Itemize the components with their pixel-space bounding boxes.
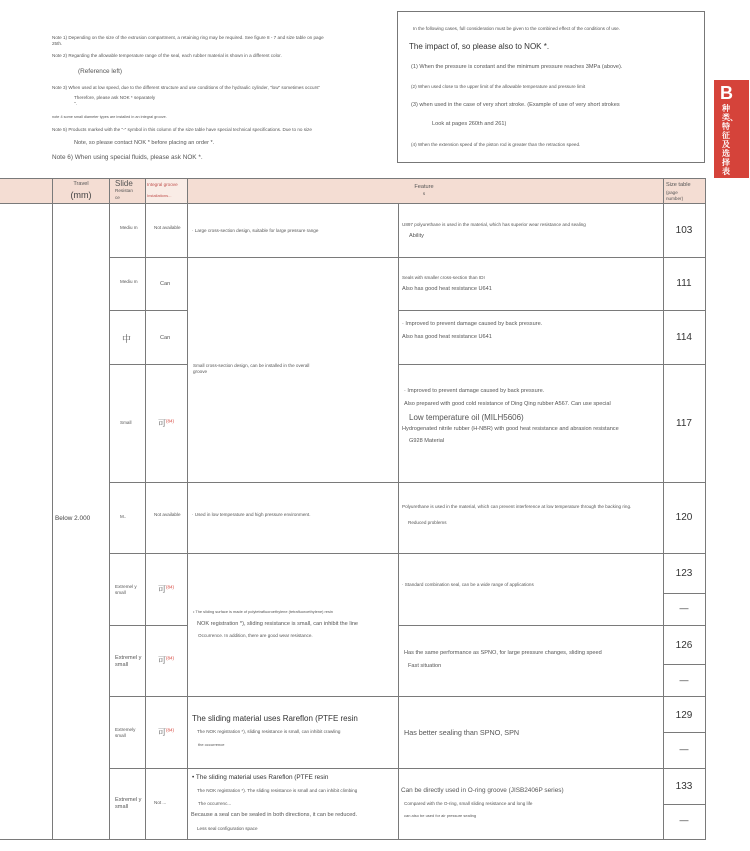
row6-resistance: Extremel y small (115, 584, 137, 595)
shared-design2-c: Occurrence. In addition, there are good wear resistance. (198, 633, 313, 638)
row-line (109, 696, 706, 697)
header-feature-2: s (422, 191, 426, 196)
row2-resistance: Mediu m (120, 279, 138, 284)
row9-page-dash: — (679, 815, 689, 825)
size-subline (663, 804, 706, 805)
row7-groove: 可$^{(84)}$ (158, 655, 175, 665)
row2-groove: Can (160, 281, 171, 287)
col-line-7 (705, 179, 706, 840)
row2-feature-b: Also has good heat resistance U641 (402, 286, 492, 292)
row-line (109, 310, 187, 311)
row8-groove: 可$^{(84)}$ (158, 727, 175, 737)
row7-page: 126 (675, 640, 693, 651)
row7-feature-a: Has the same performance as SPNO, for large pressure changes, sliding speed (404, 650, 602, 656)
row-line (398, 364, 706, 365)
header-groove-2: Installations... (147, 193, 172, 198)
row8-design: The sliding material uses Rareflon (PTFE resin (192, 714, 358, 723)
size-subline (663, 664, 706, 665)
row-line (109, 625, 187, 626)
row5-page: 120 (675, 512, 693, 523)
row1-feature-b: Ability (409, 233, 424, 239)
row4-feature-d: Hydrogenated nitrile rubber (H-NBR) with good heat resistance and abrasion resistance (402, 426, 619, 432)
row-line (109, 768, 706, 769)
col-line-3 (145, 179, 146, 840)
table-bottom-line (0, 839, 706, 840)
row-line (109, 482, 706, 483)
shared-design2-a: • The sliding surface is made of polytetrafluoroethylene (tetrafluoroethylene) resin (193, 609, 333, 614)
row3-resistance: 中 (122, 334, 132, 344)
row6-page: 123 (675, 568, 693, 579)
row4-feature-b: Also prepared with good cold resistance of Ding Qing rubber A567. Can use special (404, 401, 611, 407)
size-subline (663, 593, 706, 594)
col-line-4 (187, 179, 188, 840)
section-letter: B (720, 83, 733, 103)
row-line (109, 364, 187, 365)
col-line-2 (109, 179, 110, 840)
row2-page: 111 (676, 278, 692, 289)
row6-groove: 可$^{(84)}$ (158, 584, 175, 594)
note-5-cont: Note, so please contact NOK * before placing an order *. (74, 140, 215, 146)
row8-feature-a: Has better sealing than SPNO, SPN (404, 728, 520, 737)
caution-box (397, 11, 705, 163)
row7-page-dash: — (679, 675, 689, 685)
row9-feature-a: Can be directly used in O-ring groove (JISB2406P series) (401, 787, 564, 794)
row8-page-dash: — (679, 744, 689, 754)
row5-groove: Not available (154, 512, 181, 517)
note-6: Note 6) When using special fluids, please ask NOK *. (52, 154, 203, 161)
row9-design: • The sliding material uses Rareflon (PTFE resin (192, 774, 329, 781)
header-travel: Travel (73, 181, 89, 187)
row4-feature-a: · Improved to prevent damage caused by back pressure. (404, 388, 545, 394)
note-1: Note 1) Depending on the size of the extrusion compartment, a retaining ring may be required. See figure 8 - 7 and size table on page (52, 35, 324, 40)
note-5: Note 5) Products marked with the "-" symbol in this column of the size table have special technical specifications. Due to no size (52, 127, 312, 132)
row9-design-d: Because a seal can be sealed in both directions, it can be reduced. (191, 812, 358, 818)
row5-feature-a: Polyurethane is used in the material, which can prevent interference at low temperature through the backing ring. (402, 504, 632, 509)
header-feature: Feature (414, 184, 434, 190)
row5-resistance: M.. (120, 514, 127, 519)
row8-page: 129 (675, 710, 693, 721)
caution-item-3-cont: Look at pages 260th and 261) (432, 121, 507, 127)
caution-item-3: (3) when used in the case of very short stroke. (Example of use of very short strokes (411, 102, 620, 108)
row1-groove: Not available (154, 225, 181, 230)
note-2: Note 2) Regarding the allowable temperature range of the seal, each rubber material is shown in a different color. (52, 53, 282, 58)
row3-page: 114 (676, 332, 692, 343)
travel-value: Below 2.000 (55, 515, 91, 522)
row9-groove: Not ... (154, 800, 167, 805)
caution-heading: The impact of, so please also to NOK *. (409, 42, 550, 51)
header-slide-2: Resistan (115, 188, 133, 193)
shared-design: Small cross-section design, can be installed in the overall groove (193, 363, 310, 374)
header-bottom-line (0, 203, 706, 204)
header-travel-unit: (mm) (70, 190, 92, 200)
row5-design: · Used in low temperature and high pressure environment. (192, 512, 311, 517)
section-title: 种类、特征及选择表 (722, 104, 738, 176)
header-size: Size table (666, 182, 691, 188)
row9-feature-b: Compared with the O-ring, small sliding resistance and long life (404, 801, 533, 806)
caution-item-2: (2) When used close to the upper limit of the allowable temperature and pressure limit (411, 84, 586, 89)
section-tab (714, 80, 749, 178)
row7-feature-b: Fast situation (408, 663, 442, 669)
table-top-line (0, 178, 706, 179)
header-size-3: number) (666, 196, 684, 201)
row1-design: · Large cross-section design, suitable for large pressure range (192, 228, 319, 233)
row8-resistance: Extremely small (115, 727, 136, 738)
row7-resistance: Extremel y small (115, 655, 142, 668)
row3-feature-a: · Improved to prevent damage caused by back pressure. (402, 321, 543, 327)
row9-feature-c: can also be used for air pressure sealing (404, 813, 477, 818)
caution-item-1: (1) When the pressure is constant and the minimum pressure reaches 3MPa (above). (411, 64, 623, 70)
header-slide-3: ce (115, 195, 120, 200)
note-3-cont: Therefore, please ask NOK * separately (74, 95, 156, 100)
caution-intro: In the following cases, full consideration must be given to the combined effect of the conditions of use. (413, 26, 621, 31)
col-line-1 (52, 179, 53, 840)
row-line (109, 553, 706, 554)
row4-groove: 可$^{(84)}$ (158, 418, 175, 428)
caution-item-4: (4) When the extension speed of the piston rod is greater than the retraction speed. (411, 142, 581, 147)
note-1-cont: 25th. (52, 41, 63, 46)
row1-feature-a: U897 polyurethane is used in the material, which has superior wear resistance and sealing (402, 222, 586, 227)
row3-groove: Can (160, 335, 171, 341)
row3-feature-b: Also has good heat resistance U641 (402, 334, 492, 340)
size-subline (663, 732, 706, 733)
shared-design2-b: NOK registration *), sliding resistance is small, can inhibit the line (197, 621, 359, 627)
header-groove: Integral groove (147, 182, 178, 187)
row4-resistance: Small (120, 420, 132, 425)
row-line (398, 310, 706, 311)
note-4: note 4 some small diameter types are installed in an integral groove. (52, 115, 167, 119)
row4-feature-e: G928 Material (409, 438, 445, 444)
header-slide: Slide (115, 179, 133, 188)
col-line-5 (398, 203, 399, 840)
row9-page: 133 (675, 781, 693, 792)
row9-design-e: Less seal configuration space (197, 826, 258, 831)
row6-feature-a: · Standard combination seal, can be a wide range of applications (402, 582, 534, 587)
header-size-2: (page (666, 190, 678, 195)
row1-page: 103 (675, 225, 693, 236)
note-3-end: ". (74, 101, 77, 106)
note-2-ref: (Reference left) (78, 68, 123, 75)
note-3: Note 3) When used at low speed, due to the different structure and use conditions of the hydraulic cylinder, "low" sometimes occurs" (52, 85, 321, 90)
row8-design-c: the occurrence (198, 742, 225, 747)
row8-design-b: The NOK registration *), sliding resistance is small, can inhibit crawling (197, 729, 341, 734)
row1-resistance: Mediu m (120, 225, 138, 230)
row9-design-b: The NOK registration *). The sliding resistance is small and can inhibit climbing (197, 788, 358, 793)
row4-page: 117 (676, 418, 692, 429)
row2-feature-a: Seals with smaller cross-section than IDI (402, 275, 485, 280)
row6-page-dash: — (679, 603, 689, 613)
row-line (398, 625, 706, 626)
row9-resistance: Extremel y small (115, 797, 142, 810)
row-line (109, 257, 706, 258)
row4-feature-c: Low temperature oil (MILH5606) (409, 413, 524, 422)
row9-design-c: The occurrenc... (198, 801, 232, 806)
row5-feature-b: Reduced problems (408, 520, 447, 525)
